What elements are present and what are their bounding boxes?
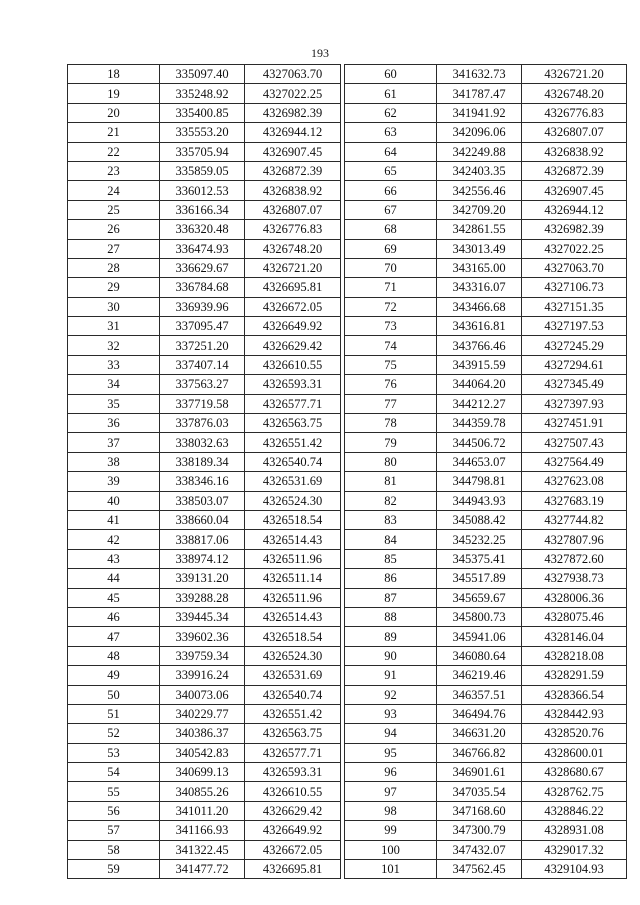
left-x-coordinate-cell: 338974.12 — [160, 549, 245, 568]
left-x-coordinate-cell: 340699.13 — [160, 763, 245, 782]
right-x-coordinate-cell: 345800.73 — [437, 607, 522, 626]
left-x-coordinate-cell: 336166.34 — [160, 200, 245, 219]
right-y-coordinate-cell: 4328520.76 — [522, 724, 627, 743]
right-y-coordinate-cell: 4327507.43 — [522, 433, 627, 452]
right-point-number-cell: 68 — [345, 220, 437, 239]
right-point-number-cell: 82 — [345, 491, 437, 510]
table-row — [68, 84, 627, 103]
right-point-number-cell: 95 — [345, 743, 437, 762]
left-x-coordinate-cell: 335248.92 — [160, 84, 245, 103]
left-y-coordinate-cell: 4326872.39 — [245, 161, 341, 180]
right-point-number-cell: 98 — [345, 801, 437, 820]
right-point-number-cell: 78 — [345, 414, 437, 433]
right-x-coordinate-cell: 342861.55 — [437, 220, 522, 239]
right-y-coordinate-cell: 4327106.73 — [522, 278, 627, 297]
right-x-coordinate-cell: 342709.20 — [437, 200, 522, 219]
left-y-coordinate-cell: 4326593.31 — [245, 763, 341, 782]
right-y-coordinate-cell: 4327938.73 — [522, 569, 627, 588]
right-x-coordinate-cell: 342556.46 — [437, 181, 522, 200]
left-point-number-cell: 47 — [68, 627, 160, 646]
left-y-coordinate-cell: 4326577.71 — [245, 394, 341, 413]
right-point-number-cell: 93 — [345, 704, 437, 723]
right-y-coordinate-cell: 4328146.04 — [522, 627, 627, 646]
left-y-coordinate-cell: 4326610.55 — [245, 782, 341, 801]
right-point-number-cell: 75 — [345, 355, 437, 374]
left-point-number-cell: 55 — [68, 782, 160, 801]
table-row — [68, 394, 627, 413]
right-y-coordinate-cell: 4327197.53 — [522, 317, 627, 336]
right-y-coordinate-cell: 4328762.75 — [522, 782, 627, 801]
right-y-coordinate-cell: 4328680.67 — [522, 763, 627, 782]
left-x-coordinate-cell: 337719.58 — [160, 394, 245, 413]
left-y-coordinate-cell: 4326514.43 — [245, 607, 341, 626]
right-y-coordinate-cell: 4326838.92 — [522, 142, 627, 161]
right-x-coordinate-cell: 345232.25 — [437, 530, 522, 549]
right-x-coordinate-cell: 344653.07 — [437, 452, 522, 471]
left-point-number-cell: 57 — [68, 821, 160, 840]
left-x-coordinate-cell: 336784.68 — [160, 278, 245, 297]
left-point-number-cell: 38 — [68, 452, 160, 471]
right-point-number-cell: 77 — [345, 394, 437, 413]
table-row — [68, 801, 627, 820]
left-point-number-cell: 19 — [68, 84, 160, 103]
left-point-number-cell: 43 — [68, 549, 160, 568]
left-y-coordinate-cell: 4326695.81 — [245, 278, 341, 297]
left-x-coordinate-cell: 338346.16 — [160, 472, 245, 491]
right-y-coordinate-cell: 4327451.91 — [522, 414, 627, 433]
right-point-number-cell: 86 — [345, 569, 437, 588]
left-point-number-cell: 35 — [68, 394, 160, 413]
table-row — [68, 627, 627, 646]
table-row — [68, 724, 627, 743]
left-y-coordinate-cell: 4326807.07 — [245, 200, 341, 219]
left-x-coordinate-cell: 341011.20 — [160, 801, 245, 820]
left-x-coordinate-cell: 339916.24 — [160, 666, 245, 685]
right-x-coordinate-cell: 346357.51 — [437, 685, 522, 704]
table-row — [68, 433, 627, 452]
left-point-number-cell: 25 — [68, 200, 160, 219]
left-y-coordinate-cell: 4326577.71 — [245, 743, 341, 762]
table-row — [68, 743, 627, 762]
left-x-coordinate-cell: 340229.77 — [160, 704, 245, 723]
right-point-number-cell: 97 — [345, 782, 437, 801]
left-x-coordinate-cell: 336320.48 — [160, 220, 245, 239]
table-row — [68, 452, 627, 471]
left-x-coordinate-cell: 338503.07 — [160, 491, 245, 510]
left-point-number-cell: 24 — [68, 181, 160, 200]
left-y-coordinate-cell: 4326531.69 — [245, 472, 341, 491]
left-point-number-cell: 54 — [68, 763, 160, 782]
left-y-coordinate-cell: 4326649.92 — [245, 821, 341, 840]
left-point-number-cell: 44 — [68, 569, 160, 588]
right-y-coordinate-cell: 4327151.35 — [522, 297, 627, 316]
right-point-number-cell: 89 — [345, 627, 437, 646]
left-x-coordinate-cell: 335859.05 — [160, 161, 245, 180]
left-point-number-cell: 37 — [68, 433, 160, 452]
right-y-coordinate-cell: 4328218.08 — [522, 646, 627, 665]
left-point-number-cell: 46 — [68, 607, 160, 626]
left-y-coordinate-cell: 4326551.42 — [245, 433, 341, 452]
left-point-number-cell: 39 — [68, 472, 160, 491]
right-point-number-cell: 101 — [345, 860, 437, 879]
left-x-coordinate-cell: 339602.36 — [160, 627, 245, 646]
table-row — [68, 161, 627, 180]
right-x-coordinate-cell: 347562.45 — [437, 860, 522, 879]
right-point-number-cell: 73 — [345, 317, 437, 336]
table-row — [68, 685, 627, 704]
right-x-coordinate-cell: 347432.07 — [437, 840, 522, 859]
left-y-coordinate-cell: 4326907.45 — [245, 142, 341, 161]
left-x-coordinate-cell: 337876.03 — [160, 414, 245, 433]
right-point-number-cell: 62 — [345, 103, 437, 122]
left-point-number-cell: 40 — [68, 491, 160, 510]
right-y-coordinate-cell: 4327564.49 — [522, 452, 627, 471]
right-y-coordinate-cell: 4328075.46 — [522, 607, 627, 626]
right-y-coordinate-cell: 4326748.20 — [522, 84, 627, 103]
left-x-coordinate-cell: 337095.47 — [160, 317, 245, 336]
table-row — [68, 666, 627, 685]
right-x-coordinate-cell: 341787.47 — [437, 84, 522, 103]
right-y-coordinate-cell: 4329017.32 — [522, 840, 627, 859]
right-x-coordinate-cell: 343316.07 — [437, 278, 522, 297]
right-x-coordinate-cell: 343766.46 — [437, 336, 522, 355]
table-row — [68, 336, 627, 355]
right-point-number-cell: 74 — [345, 336, 437, 355]
table-row — [68, 569, 627, 588]
right-point-number-cell: 63 — [345, 123, 437, 142]
left-y-coordinate-cell: 4326511.96 — [245, 588, 341, 607]
table-row — [68, 220, 627, 239]
right-point-number-cell: 84 — [345, 530, 437, 549]
right-point-number-cell: 92 — [345, 685, 437, 704]
left-point-number-cell: 26 — [68, 220, 160, 239]
right-x-coordinate-cell: 344064.20 — [437, 375, 522, 394]
table-row — [68, 704, 627, 723]
table-row — [68, 297, 627, 316]
left-y-coordinate-cell: 4326563.75 — [245, 414, 341, 433]
table-row — [68, 763, 627, 782]
right-point-number-cell: 72 — [345, 297, 437, 316]
right-point-number-cell: 94 — [345, 724, 437, 743]
table-row — [68, 646, 627, 665]
left-point-number-cell: 48 — [68, 646, 160, 665]
left-y-coordinate-cell: 4326672.05 — [245, 840, 341, 859]
left-y-coordinate-cell: 4327022.25 — [245, 84, 341, 103]
right-x-coordinate-cell: 343466.68 — [437, 297, 522, 316]
right-y-coordinate-cell: 4328442.93 — [522, 704, 627, 723]
right-y-coordinate-cell: 4327294.61 — [522, 355, 627, 374]
left-y-coordinate-cell: 4326982.39 — [245, 103, 341, 122]
table-row — [68, 317, 627, 336]
right-point-number-cell: 69 — [345, 239, 437, 258]
table-row — [68, 860, 627, 879]
right-point-number-cell: 85 — [345, 549, 437, 568]
left-point-number-cell: 59 — [68, 860, 160, 879]
right-y-coordinate-cell: 4327623.08 — [522, 472, 627, 491]
table-row — [68, 607, 627, 626]
left-x-coordinate-cell: 336012.53 — [160, 181, 245, 200]
table-row — [68, 103, 627, 122]
right-point-number-cell: 96 — [345, 763, 437, 782]
left-y-coordinate-cell: 4326695.81 — [245, 860, 341, 879]
left-x-coordinate-cell: 335400.85 — [160, 103, 245, 122]
right-x-coordinate-cell: 343165.00 — [437, 258, 522, 277]
right-x-coordinate-cell: 346219.46 — [437, 666, 522, 685]
left-point-number-cell: 42 — [68, 530, 160, 549]
right-point-number-cell: 71 — [345, 278, 437, 297]
left-y-coordinate-cell: 4326531.69 — [245, 666, 341, 685]
right-point-number-cell: 88 — [345, 607, 437, 626]
left-point-number-cell: 32 — [68, 336, 160, 355]
right-y-coordinate-cell: 4326944.12 — [522, 200, 627, 219]
left-x-coordinate-cell: 341322.45 — [160, 840, 245, 859]
left-y-coordinate-cell: 4326629.42 — [245, 336, 341, 355]
right-y-coordinate-cell: 4328846.22 — [522, 801, 627, 820]
right-y-coordinate-cell: 4329104.93 — [522, 860, 627, 879]
table-row — [68, 258, 627, 277]
right-y-coordinate-cell: 4328600.01 — [522, 743, 627, 762]
left-y-coordinate-cell: 4326524.30 — [245, 646, 341, 665]
table-row — [68, 491, 627, 510]
left-x-coordinate-cell: 339288.28 — [160, 588, 245, 607]
right-x-coordinate-cell: 344798.81 — [437, 472, 522, 491]
left-x-coordinate-cell: 336474.93 — [160, 239, 245, 258]
left-y-coordinate-cell: 4326524.30 — [245, 491, 341, 510]
table-row — [68, 821, 627, 840]
right-y-coordinate-cell: 4327345.49 — [522, 375, 627, 394]
table-row — [68, 472, 627, 491]
right-x-coordinate-cell: 343616.81 — [437, 317, 522, 336]
right-x-coordinate-cell: 347300.79 — [437, 821, 522, 840]
left-y-coordinate-cell: 4327063.70 — [245, 65, 341, 84]
right-y-coordinate-cell: 4328006.36 — [522, 588, 627, 607]
right-point-number-cell: 79 — [345, 433, 437, 452]
right-x-coordinate-cell: 346631.20 — [437, 724, 522, 743]
right-point-number-cell: 99 — [345, 821, 437, 840]
coordinate-table — [67, 64, 627, 879]
left-y-coordinate-cell: 4326649.92 — [245, 317, 341, 336]
left-x-coordinate-cell: 336939.96 — [160, 297, 245, 316]
right-x-coordinate-cell: 344506.72 — [437, 433, 522, 452]
right-x-coordinate-cell: 347035.54 — [437, 782, 522, 801]
left-point-number-cell: 34 — [68, 375, 160, 394]
left-y-coordinate-cell: 4326748.20 — [245, 239, 341, 258]
left-y-coordinate-cell: 4326721.20 — [245, 258, 341, 277]
left-point-number-cell: 49 — [68, 666, 160, 685]
left-y-coordinate-cell: 4326672.05 — [245, 297, 341, 316]
left-x-coordinate-cell: 337407.14 — [160, 355, 245, 374]
left-y-coordinate-cell: 4326563.75 — [245, 724, 341, 743]
left-x-coordinate-cell: 340855.26 — [160, 782, 245, 801]
left-point-number-cell: 20 — [68, 103, 160, 122]
left-y-coordinate-cell: 4326514.43 — [245, 530, 341, 549]
right-point-number-cell: 91 — [345, 666, 437, 685]
left-y-coordinate-cell: 4326511.14 — [245, 569, 341, 588]
right-y-coordinate-cell: 4327063.70 — [522, 258, 627, 277]
right-y-coordinate-cell: 4327683.19 — [522, 491, 627, 510]
right-y-coordinate-cell: 4327807.96 — [522, 530, 627, 549]
left-point-number-cell: 21 — [68, 123, 160, 142]
left-x-coordinate-cell: 338817.06 — [160, 530, 245, 549]
left-x-coordinate-cell: 337251.20 — [160, 336, 245, 355]
right-y-coordinate-cell: 4326776.83 — [522, 103, 627, 122]
left-x-coordinate-cell: 339445.34 — [160, 607, 245, 626]
right-point-number-cell: 100 — [345, 840, 437, 859]
left-x-coordinate-cell: 337563.27 — [160, 375, 245, 394]
page-number: 193 — [311, 46, 329, 60]
left-x-coordinate-cell: 341477.72 — [160, 860, 245, 879]
right-point-number-cell: 67 — [345, 200, 437, 219]
left-x-coordinate-cell: 335553.20 — [160, 123, 245, 142]
right-x-coordinate-cell: 344943.93 — [437, 491, 522, 510]
left-y-coordinate-cell: 4326944.12 — [245, 123, 341, 142]
left-point-number-cell: 56 — [68, 801, 160, 820]
table-row — [68, 530, 627, 549]
left-point-number-cell: 23 — [68, 161, 160, 180]
table-row — [68, 142, 627, 161]
right-point-number-cell: 61 — [345, 84, 437, 103]
table-row — [68, 239, 627, 258]
right-point-number-cell: 66 — [345, 181, 437, 200]
table-row — [68, 588, 627, 607]
right-x-coordinate-cell: 342249.88 — [437, 142, 522, 161]
right-x-coordinate-cell: 345088.42 — [437, 510, 522, 529]
table-body — [68, 65, 627, 879]
left-x-coordinate-cell: 338189.34 — [160, 452, 245, 471]
left-y-coordinate-cell: 4326540.74 — [245, 685, 341, 704]
left-y-coordinate-cell: 4326518.54 — [245, 510, 341, 529]
right-point-number-cell: 87 — [345, 588, 437, 607]
right-y-coordinate-cell: 4326907.45 — [522, 181, 627, 200]
left-x-coordinate-cell: 340386.37 — [160, 724, 245, 743]
right-x-coordinate-cell: 345375.41 — [437, 549, 522, 568]
right-x-coordinate-cell: 347168.60 — [437, 801, 522, 820]
table-row — [68, 123, 627, 142]
table-row — [68, 355, 627, 374]
table-row — [68, 200, 627, 219]
right-point-number-cell: 65 — [345, 161, 437, 180]
table-row — [68, 782, 627, 801]
left-y-coordinate-cell: 4326629.42 — [245, 801, 341, 820]
left-point-number-cell: 18 — [68, 65, 160, 84]
right-x-coordinate-cell: 344359.78 — [437, 414, 522, 433]
right-x-coordinate-cell: 341632.73 — [437, 65, 522, 84]
left-y-coordinate-cell: 4326593.31 — [245, 375, 341, 394]
right-x-coordinate-cell: 342403.35 — [437, 161, 522, 180]
table-row — [68, 414, 627, 433]
right-point-number-cell: 83 — [345, 510, 437, 529]
left-y-coordinate-cell: 4326776.83 — [245, 220, 341, 239]
right-point-number-cell: 70 — [345, 258, 437, 277]
left-point-number-cell: 36 — [68, 414, 160, 433]
left-point-number-cell: 52 — [68, 724, 160, 743]
left-x-coordinate-cell: 339131.20 — [160, 569, 245, 588]
right-point-number-cell: 64 — [345, 142, 437, 161]
left-y-coordinate-cell: 4326540.74 — [245, 452, 341, 471]
right-point-number-cell: 60 — [345, 65, 437, 84]
left-y-coordinate-cell: 4326551.42 — [245, 704, 341, 723]
left-y-coordinate-cell: 4326511.96 — [245, 549, 341, 568]
left-point-number-cell: 22 — [68, 142, 160, 161]
right-y-coordinate-cell: 4326982.39 — [522, 220, 627, 239]
left-point-number-cell: 53 — [68, 743, 160, 762]
right-x-coordinate-cell: 343013.49 — [437, 239, 522, 258]
right-y-coordinate-cell: 4328291.59 — [522, 666, 627, 685]
right-y-coordinate-cell: 4327245.29 — [522, 336, 627, 355]
right-x-coordinate-cell: 345659.67 — [437, 588, 522, 607]
right-y-coordinate-cell: 4326872.39 — [522, 161, 627, 180]
right-x-coordinate-cell: 346766.82 — [437, 743, 522, 762]
right-x-coordinate-cell: 344212.27 — [437, 394, 522, 413]
left-point-number-cell: 50 — [68, 685, 160, 704]
right-point-number-cell: 90 — [345, 646, 437, 665]
left-x-coordinate-cell: 340542.83 — [160, 743, 245, 762]
table-row — [68, 181, 627, 200]
left-x-coordinate-cell: 341166.93 — [160, 821, 245, 840]
right-x-coordinate-cell: 346901.61 — [437, 763, 522, 782]
right-y-coordinate-cell: 4326807.07 — [522, 123, 627, 142]
left-x-coordinate-cell: 335705.94 — [160, 142, 245, 161]
right-x-coordinate-cell: 345941.06 — [437, 627, 522, 646]
right-y-coordinate-cell: 4327872.60 — [522, 549, 627, 568]
left-y-coordinate-cell: 4326518.54 — [245, 627, 341, 646]
table-row — [68, 510, 627, 529]
left-point-number-cell: 51 — [68, 704, 160, 723]
right-point-number-cell: 76 — [345, 375, 437, 394]
right-y-coordinate-cell: 4327397.93 — [522, 394, 627, 413]
left-point-number-cell: 58 — [68, 840, 160, 859]
left-point-number-cell: 28 — [68, 258, 160, 277]
left-point-number-cell: 27 — [68, 239, 160, 258]
right-point-number-cell: 81 — [345, 472, 437, 491]
right-x-coordinate-cell: 346494.76 — [437, 704, 522, 723]
left-x-coordinate-cell: 335097.40 — [160, 65, 245, 84]
left-y-coordinate-cell: 4326610.55 — [245, 355, 341, 374]
left-point-number-cell: 29 — [68, 278, 160, 297]
right-y-coordinate-cell: 4326721.20 — [522, 65, 627, 84]
left-y-coordinate-cell: 4326838.92 — [245, 181, 341, 200]
left-x-coordinate-cell: 336629.67 — [160, 258, 245, 277]
right-y-coordinate-cell: 4327744.82 — [522, 510, 627, 529]
right-x-coordinate-cell: 345517.89 — [437, 569, 522, 588]
right-y-coordinate-cell: 4328931.08 — [522, 821, 627, 840]
table-row — [68, 840, 627, 859]
table-row — [68, 375, 627, 394]
left-x-coordinate-cell: 340073.06 — [160, 685, 245, 704]
left-point-number-cell: 31 — [68, 317, 160, 336]
left-x-coordinate-cell: 339759.34 — [160, 646, 245, 665]
left-x-coordinate-cell: 338032.63 — [160, 433, 245, 452]
table-row — [68, 278, 627, 297]
right-x-coordinate-cell: 346080.64 — [437, 646, 522, 665]
left-point-number-cell: 41 — [68, 510, 160, 529]
left-x-coordinate-cell: 338660.04 — [160, 510, 245, 529]
right-x-coordinate-cell: 342096.06 — [437, 123, 522, 142]
right-x-coordinate-cell: 343915.59 — [437, 355, 522, 374]
table-row — [68, 549, 627, 568]
left-point-number-cell: 30 — [68, 297, 160, 316]
left-point-number-cell: 33 — [68, 355, 160, 374]
right-x-coordinate-cell: 341941.92 — [437, 103, 522, 122]
table-row — [68, 65, 627, 84]
right-point-number-cell: 80 — [345, 452, 437, 471]
right-y-coordinate-cell: 4327022.25 — [522, 239, 627, 258]
left-point-number-cell: 45 — [68, 588, 160, 607]
right-y-coordinate-cell: 4328366.54 — [522, 685, 627, 704]
